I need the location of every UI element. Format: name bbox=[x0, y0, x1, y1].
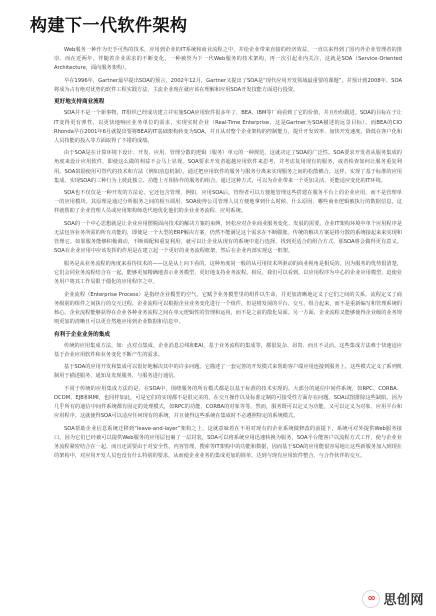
paragraph: 服务是从业务流程的角度来看待技术的——这是从上向下看的。这种角度同一般的从可用技术所驱动的商业视角是相反的。因为服务的优势很清楚，它们会同业务流程结合在一起，能够更加精确地表示业务模型，更好地支持业务流程。相反，我们可以看到，以应用程序为中心的企业应用模型，迫使业务用户将其工作局限于僵化的应用程序之中。 bbox=[54, 260, 402, 286]
paragraph: SOA的一个中心思想就是让企业应用摆脱面向技术的解决方案的束缚，轻松应对企业商业服务变化、发展的需要。企业IT架构环境中单个应用程序是无法包容业务所需的所有功能的，即使是一个大型的ERP解决方案，仍然不能满足这个需求在不断膨胀。传统的解决方案是将分散的系统接起来来实现和管理它。如果服务能够积极调动，不断调配和重复利用，就可以让企业从现有的系统中进行选择，找到更适合的组合方式，那SOA将会做得更有意义。SOA在企业应用中应该发挥的作用是在建立起一个更好的业务流程框架，然后在企业内部实现这一框架。 bbox=[54, 221, 402, 255]
section-heading: 有利于企业业务的集成 bbox=[54, 331, 110, 338]
paragraph: 传统的应用集成方法，如：点对点集成、企业消息总线和EAI，基于业务流程的集成等，都很复杂、昂贵、而且不灵活。这些集成方法难于快速适应基于企业应用软件和业务变化不断产生的需求。 bbox=[54, 342, 402, 358]
chuangwang-logo-icon: ∞ bbox=[362, 590, 380, 608]
document-title: 构建下一代软件架构 bbox=[30, 16, 188, 36]
site-watermark bbox=[362, 589, 424, 608]
watermark-text: 思创网 bbox=[383, 593, 424, 608]
paragraph: SOA也不仅仅是一种开发的方法论，它还包含管理。例如，应用SOA后，管理者可以方便地管理这些搭建在服务平台上的企业应用，而不是管理单一的应用模块。其原理是通过分析服务之间的相互调用，SOA使得公司管理人员方便地拿到什么时候、什么原因、哪些商业逻辑被执行的数据信息，这样就帮助了企业管理人员或应用架构师迭代地优化他们的企业业务流程、应用系统。 bbox=[54, 190, 402, 215]
document-body bbox=[54, 46, 402, 465]
paragraph: 基于SOA的应用开发和集成可以很好地解决其中的许多问题。它描述了一套完善的开发模式来帮助客户端应用连接到服务上。这些模式定义了系列机制用于描述服务、通知及发现服务，与服务进行通信。 bbox=[54, 364, 402, 380]
section-heading: 更好地支持商业流程 bbox=[54, 99, 105, 106]
paragraph: 企业流程（Enterprise Process）是指经企业模型的空气，它赋予业务模型里的组件以生命，并更加清晰地定义了它们之间的关系。流程定义了商务级别的组件之间执行的交互过程。企业流程可以根据企业业务变化进行一个组件，但是将发展的平台、交互、组合起来，而不是重新编写和管理系统的核心。企业流程能够获得在企业各种业务流程之间在单元逻辑性的管理和运用，而不是之前的散化局面。另一方面，企业流程又能够使得企业级的业务规则更加的清晰且可以更自然地应用到企业数据和信息中。 bbox=[54, 291, 402, 325]
paragraph: Web服务一种作为史手可热的技术，应用到企业的IT系统和商业流程之中，并给企业带来直接的经济效益，一直以来得到了国内外企业管理者的推崇。而在近两年，伴随着企业需求的不断变化，一种被誉为下一代Web服务的技术架构，再一次引起业内关注，这就是SOA（Service-Oriented Architecture，面向服务架构）。 bbox=[54, 47, 402, 72]
paragraph: 早在1996年，Gartner最早提出SOA的预言，2002年12月，Gartner又提出了SOA是“现代应用开发领域最重要的课题”，并预计到2008年，SOA将成为占有绝对优势的软件工程实践方法，主流企业现在就应该在理解和应用SOA开发技能方面进行投资。 bbox=[54, 77, 402, 93]
paragraph: 由于SOA是在计算环境下设计、开发、应用、管理分散的逻辑（服务）单元的一种规范，这就决定了SOA的广泛性。SOA要求开发者从服务集成的角度来设计应用软件，即使这么做的利益不会马上显现。SOA要求开发者超越应用软件来思考，并考虑复用现有的服务，或者检查如何让服务重复利用。SOA鼓励使用可替代的技术和方法（例如消息机制），通过把应用软件的服务与服务分离来实现服务之间的松散耦合。这样，实现了基于标准的应用集成，实现SOA的三种行为上彼此独立、功能上互相协作的服务的组合。通过这种方式，可以为企业带来一个更加灵活、更能适应变化的IT环境。 bbox=[54, 150, 402, 184]
paragraph: 不同于传统的应用集成方法的是，在SOA中，围绕服务的所有模式都是以基于标准的技术实现的。大部分的通信中间件系统，如RPC、CORBA、DCOM、EJB和RMI，也同样如此。可是它们的实现都不是很完美的，在交互操作以及标准定制的可接受性方面存在问题。SOA试图排除这些缺陷。因为几乎所有的通信中间件系统都有固定的处理模式，如RPC的功能、CORBA的对象等等。然而，服务既可以定义为功能，又可以定义为对象、应用平台和应用程序。这就使得SOA可以适应任何现有的系统，并且使得这些系统在集成时不必遵照特定的系统模式。 bbox=[54, 385, 402, 420]
paragraph: SOA并不是一个新事物，IT组织已经成功建立并实施SOA应用软件很多年了，BEA、IBM等厂商看到了它的价值，并且纷纷跟进。SOA的目标在于让IT变得更有弹性，以更快地响应业务单位的需求，实现实时企业（Real-Time Enterprise，这是Gartner为SOA描述的远景目标）。而BEA的CIO Rhonda早在2001年6月就提出要将BEA的IT基础架构转变为SOA，并且从对整个企业架构的控制能力，提升开发效率、加快开发速度，降低在客户化和人员技能的投入等方面取得了不错的成绩。 bbox=[54, 110, 402, 144]
paragraph: SOA帮助企业信息系统迁移到“leave-and-layer”架构之上，这就意味着在不用对现有的企业系统做修改的前提下，系统可对外提供Web服务接口，因为它们已经被可以提供Web服务的应用层包裹了一层封装，SOA可以将系统应用迅速转换为服务，SOA平台能客户以流程方式工作，使与企业业务流程紧密结合在一起。而且还需要由于对安全性、内容管理、搜索等IT架构中的功能和数据，因而基于SOA的应用能很容易地让这些新服务加入到现在的架构中，对应用开发人员也没有什么特别的要求，从而使企业业务的集成更加的简单，达到与现有应用软件整合，与合作伙伴的交互。 bbox=[54, 425, 402, 460]
